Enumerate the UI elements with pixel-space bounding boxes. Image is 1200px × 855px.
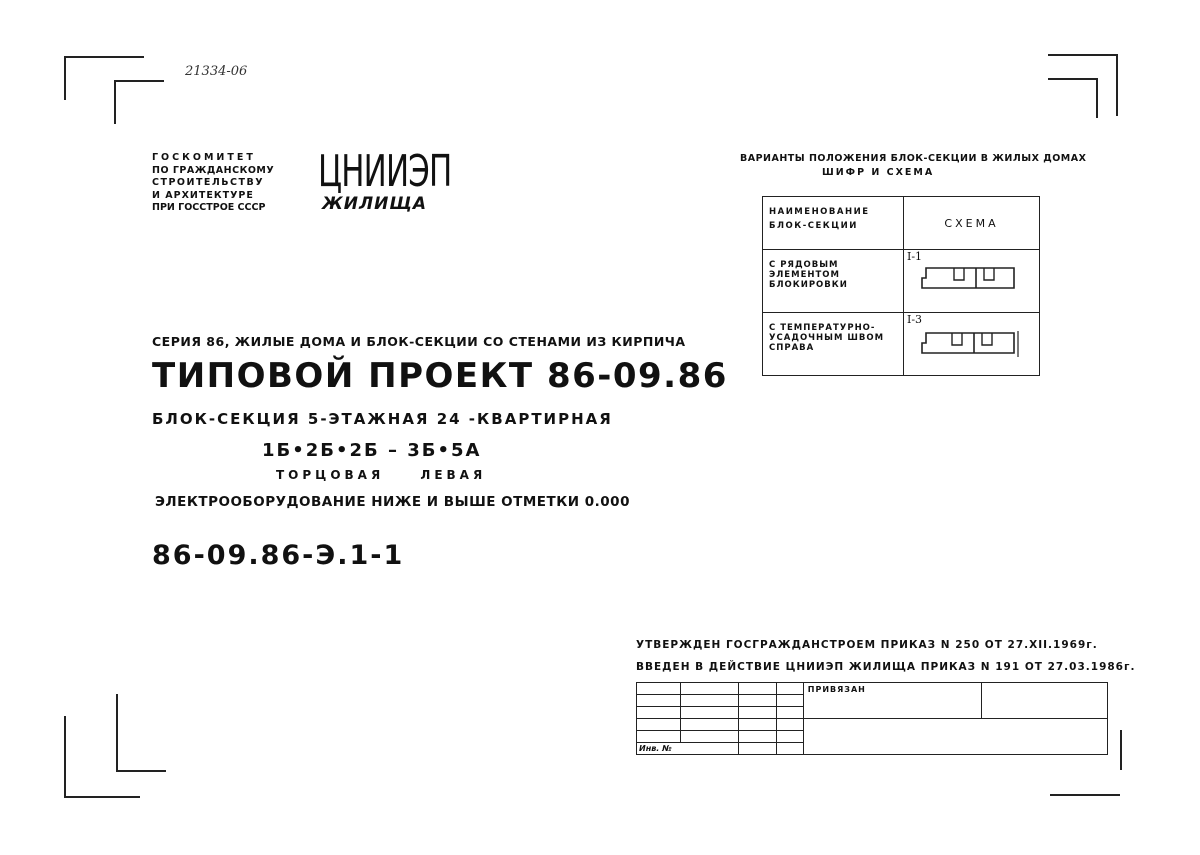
- org-line: ПО ГРАЖДАНСКОМУ: [152, 164, 275, 176]
- organization-block: [152, 152, 274, 215]
- table-row: [763, 250, 1040, 313]
- logo-bottom-text: ЖИЛИЩА: [322, 194, 428, 214]
- scheme-table-header: [763, 197, 1040, 250]
- org-line: ПРИ ГОССТРОЕ СССР: [152, 202, 266, 213]
- table-row: [763, 313, 1040, 376]
- header-name-cell: НАИМЕНОВАНИЕ БЛОК-СЕКЦИИ: [763, 197, 904, 250]
- frame-mark: [116, 770, 166, 772]
- project-title: ТИПОВОЙ ПРОЕКТ 86-09.86: [152, 356, 728, 396]
- institute-logo: [318, 146, 452, 214]
- approval-line2: ВВЕДЕН В ДЕЙСТВИЕ ЦНИИЭП ЖИЛИЩА ПРИКАЗ N 191 ОТ 27.03.1986г.: [636, 661, 1136, 673]
- approval-line1: УТВЕРЖДЕН ГОСГРАЖДАНСТРОЕМ ПРИКАЗ N 250 ОТ 27.XII.1969г.: [636, 639, 1098, 651]
- series-line: СЕРИЯ 86, ЖИЛЫЕ ДОМА И БЛОК-СЕКЦИИ СО СТЕНАМИ ИЗ КИРПИЧА: [152, 334, 686, 349]
- electrical-line: ЭЛЕКТРООБОРУДОВАНИЕ НИЖЕ И ВЫШЕ ОТМЕТКИ 0.000: [155, 494, 630, 510]
- title-stamp-table: [636, 682, 1108, 755]
- scheme-title-line2: ШИФР И СХЕМА: [822, 167, 935, 178]
- section-code: 1Б•2Б•2Б – 3Б•5А: [262, 440, 482, 461]
- frame-mark: [64, 56, 144, 58]
- org-line: СТРОИТЕЛЬСТВУ: [152, 177, 265, 188]
- frame-mark: [1096, 78, 1098, 118]
- frame-mark: [64, 56, 66, 100]
- frame-mark: [1116, 54, 1118, 116]
- stamp-number: 21334-06: [185, 64, 248, 79]
- block-plan-diagram: [910, 317, 1020, 363]
- frame-mark: [1050, 794, 1120, 796]
- logo-top-text: ЦНИИЭП: [318, 146, 452, 197]
- org-line: ГОСКОМИТЕТ: [152, 152, 256, 163]
- frame-mark: [1120, 730, 1122, 770]
- block-plan-diagram: [910, 254, 1020, 300]
- scheme-title: [740, 152, 1100, 180]
- block-section-line: БЛОК-СЕКЦИЯ 5-ЭТАЖНАЯ 24 -КВАРТИРНАЯ: [152, 410, 613, 428]
- row-name-cell: С РЯДОВЫМ ЭЛЕМЕНТОМ БЛОКИРОВКИ: [763, 250, 904, 313]
- frame-mark: [114, 80, 116, 124]
- row-scheme-cell: [904, 250, 1040, 313]
- inventory-label: Инв. №: [637, 743, 739, 755]
- frame-mark: [64, 796, 140, 798]
- section-variant: ТОРЦОВАЯ ЛЕВАЯ: [276, 468, 487, 482]
- frame-mark: [1048, 78, 1098, 80]
- scheme-code: I-1: [907, 250, 923, 263]
- frame-mark: [64, 716, 66, 798]
- frame-mark: [114, 80, 164, 82]
- approval-block: [636, 634, 1135, 678]
- attached-label: ПРИВЯЗАН: [803, 683, 981, 719]
- table-row: [637, 719, 1108, 731]
- row-name-cell: С ТЕМПЕРАТУРНО-УСАДОЧНЫМ ШВОМ СПРАВА: [763, 313, 904, 376]
- org-line: И АРХИТЕКТУРЕ: [152, 189, 254, 201]
- scheme-table: [762, 196, 1040, 376]
- row-scheme-cell: [904, 313, 1040, 376]
- scheme-title-line1: ВАРИАНТЫ ПОЛОЖЕНИЯ БЛОК-СЕКЦИИ В ЖИЛЫХ ДОМАХ: [740, 153, 1087, 164]
- table-row: [637, 683, 1108, 695]
- document-number: 86-09.86-Э.1-1: [152, 540, 405, 571]
- header-scheme-cell: СХЕМА: [904, 197, 1040, 250]
- frame-mark: [116, 694, 118, 772]
- scheme-code: I-3: [907, 313, 923, 326]
- frame-mark: [1048, 54, 1118, 56]
